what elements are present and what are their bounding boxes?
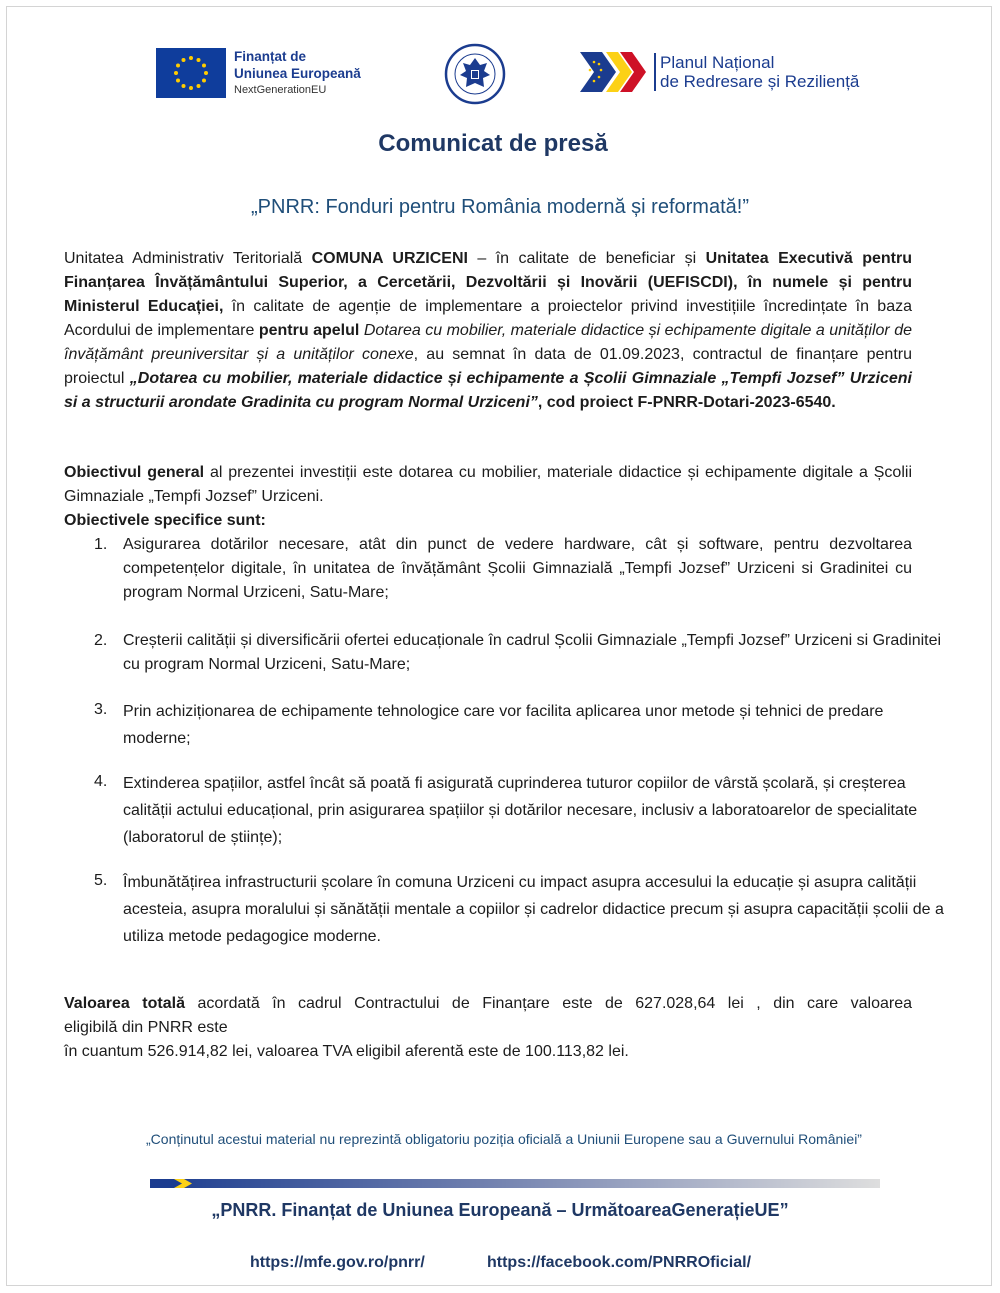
intro-text: Unitatea Administrativ Teritorială bbox=[64, 250, 312, 267]
intro-paragraph bbox=[64, 247, 912, 415]
eu-funding-logo bbox=[156, 48, 361, 99]
pnrr-logo bbox=[580, 50, 859, 94]
eu-flag-icon bbox=[156, 48, 226, 98]
pnrr-logo-line1: Planul Național bbox=[660, 53, 775, 72]
eu-logo-line3: NextGenerationEU bbox=[234, 84, 327, 96]
list-item-text: Asigurarea dotărilor necesare, atât din punct de vedere hardware, cât și software, pentru dezvoltarea competențelor digitale, în unitatea de învățământ Școlii Gimnazială „Tempfi Jozsef” Urziceni si Gradinitei cu program Normal Urziceni, Satu-Mare; bbox=[123, 536, 912, 601]
general-objective-label: Obiectivul general bbox=[64, 464, 205, 481]
list-item-number: 5. bbox=[94, 872, 108, 889]
eu-star-icon bbox=[197, 84, 201, 88]
footer-divider-bar bbox=[150, 1179, 880, 1188]
call-name: Dotarea cu mobilier, materiale didactice și echipamente digitale a unităților de învățământ preuniversitar și a unităților conexe bbox=[64, 322, 912, 363]
call-label: pentru apelul bbox=[258, 322, 360, 339]
footer-slogan: „PNRR. Finanțat de Uniunea Europeană – UrmătoareaGenerațieUE” bbox=[211, 1200, 789, 1220]
eu-star-icon bbox=[202, 64, 206, 68]
eu-star-icon bbox=[182, 58, 186, 62]
intro-text: , au semnat în data de 01.09.2023, contractul de finanțare pentru proiectul bbox=[64, 346, 913, 387]
specific-objectives-label: Obiectivele specifice sunt: bbox=[64, 512, 266, 529]
government-seal-icon bbox=[444, 43, 506, 105]
intro-text: în calitate de agenție de implementare a proiectelor privind investițiile încredințate în baza Acordului de implementare bbox=[64, 298, 912, 339]
eu-star-icon bbox=[176, 79, 180, 83]
eu-star-icon bbox=[204, 71, 208, 75]
eu-star-icon bbox=[197, 58, 201, 62]
total-value-line2: eligibilă din PNRR este bbox=[64, 1019, 228, 1036]
beneficiary-name: COMUNA URZICENI bbox=[311, 250, 468, 267]
list-item-number: 1. bbox=[94, 536, 108, 553]
eu-star-icon bbox=[189, 56, 193, 60]
eu-logo-line1: Finanțat de bbox=[234, 49, 307, 64]
objectives-paragraph bbox=[64, 461, 912, 533]
list-item-text: Creșterii calității și diversificării ofertei educaționale în cadrul Școlii Gimnaziale „Tempfi Jozsef” Urziceni si Gradinitei cu program Normal Urziceni, Satu-Mare; bbox=[123, 632, 942, 673]
intro-text: – în calitate de beneficiar și bbox=[467, 250, 706, 267]
list-item-text: Îmbunătățirea infrastructurii școlare în comuna Urziceni cu impact asupra accesului la educație și asupra calității acesteia, asupra moralului și sănătății mentale a copiilor și cadrelor didactice precum și asupra capacității școlii de a utiliza metode pedagogice moderne. bbox=[123, 874, 944, 945]
pnrr-arrow-icon bbox=[580, 50, 650, 94]
list-item-number: 2. bbox=[94, 632, 108, 649]
project-code: , cod proiect F-PNRR-Dotari-2023-6540. bbox=[537, 394, 836, 411]
eu-star-icon bbox=[174, 71, 178, 75]
eu-star-icon bbox=[189, 86, 193, 90]
total-value-paragraph bbox=[64, 992, 912, 1064]
facebook-link[interactable]: https://facebook.com/PNRROficial/ bbox=[487, 1254, 752, 1271]
total-value-label: Valoarea totală bbox=[64, 995, 185, 1012]
eu-star-icon bbox=[182, 84, 186, 88]
mfe-link[interactable]: https://mfe.gov.ro/pnrr/ bbox=[250, 1254, 425, 1271]
total-value-text: acordată în cadrul Contractului de Finanțare este de 627.028,64 lei , din care valoarea bbox=[184, 995, 913, 1012]
list-item-text: Prin achiziționarea de echipamente tehnologice care vor facilita aplicarea unor metode și tehnici de predare moderne; bbox=[123, 703, 884, 747]
pnrr-logo-line2: de Redresare și Reziliență bbox=[660, 72, 860, 91]
total-value-line3: în cuantum 526.914,82 lei, valoarea TVA eligibil aferentă este de 100.113,82 lei. bbox=[64, 1043, 629, 1060]
project-name: „Dotarea cu mobilier, materiale didactice și echipamente a Școlii Gimnaziale „Tempfi Jozsef” Urziceni si a structurii arondate Gradinita cu program Normal Urziceni” bbox=[64, 370, 912, 411]
list-item-number: 3. bbox=[94, 701, 108, 718]
page-title: Comunicat de presă bbox=[378, 130, 608, 157]
eu-star-icon bbox=[176, 64, 180, 68]
list-item-number: 4. bbox=[94, 773, 108, 790]
disclaimer: „Conținutul acestui material nu reprezintă obligatoriu poziția oficială a Uniunii Europene sau a Guvernului României” bbox=[146, 1131, 862, 1147]
general-objective-text: al prezentei investiții este dotarea cu mobilier, materiale didactice și echipamente digitale a Școlii Gimnaziale „Tempfi Jozsef” Urziceni. bbox=[64, 464, 912, 505]
eu-star-icon bbox=[202, 79, 206, 83]
page-subtitle: „PNRR: Fonduri pentru România modernă și reformată!” bbox=[251, 196, 749, 218]
eu-logo-line2: Uniunea Europeană bbox=[234, 66, 361, 81]
agency-name: Unitatea Executivă pentru Finanțarea Învățământului Superior, a Cercetării, Dezvoltării și Inovării (UEFISCDI), în numele și pentru Ministerul Educației, bbox=[64, 250, 913, 315]
total-value-line1 bbox=[64, 992, 912, 1016]
list-item-text: Extinderea spațiilor, astfel încât să poată fi asigurată cuprinderea tuturor copiilor de vârstă școlară, și creșterea calității actului educațional, prin asigurarea spațiilor și dotărilor necesare, inclusiv a laboratoarelor de specialitate (laboratorul de științe); bbox=[123, 775, 918, 846]
